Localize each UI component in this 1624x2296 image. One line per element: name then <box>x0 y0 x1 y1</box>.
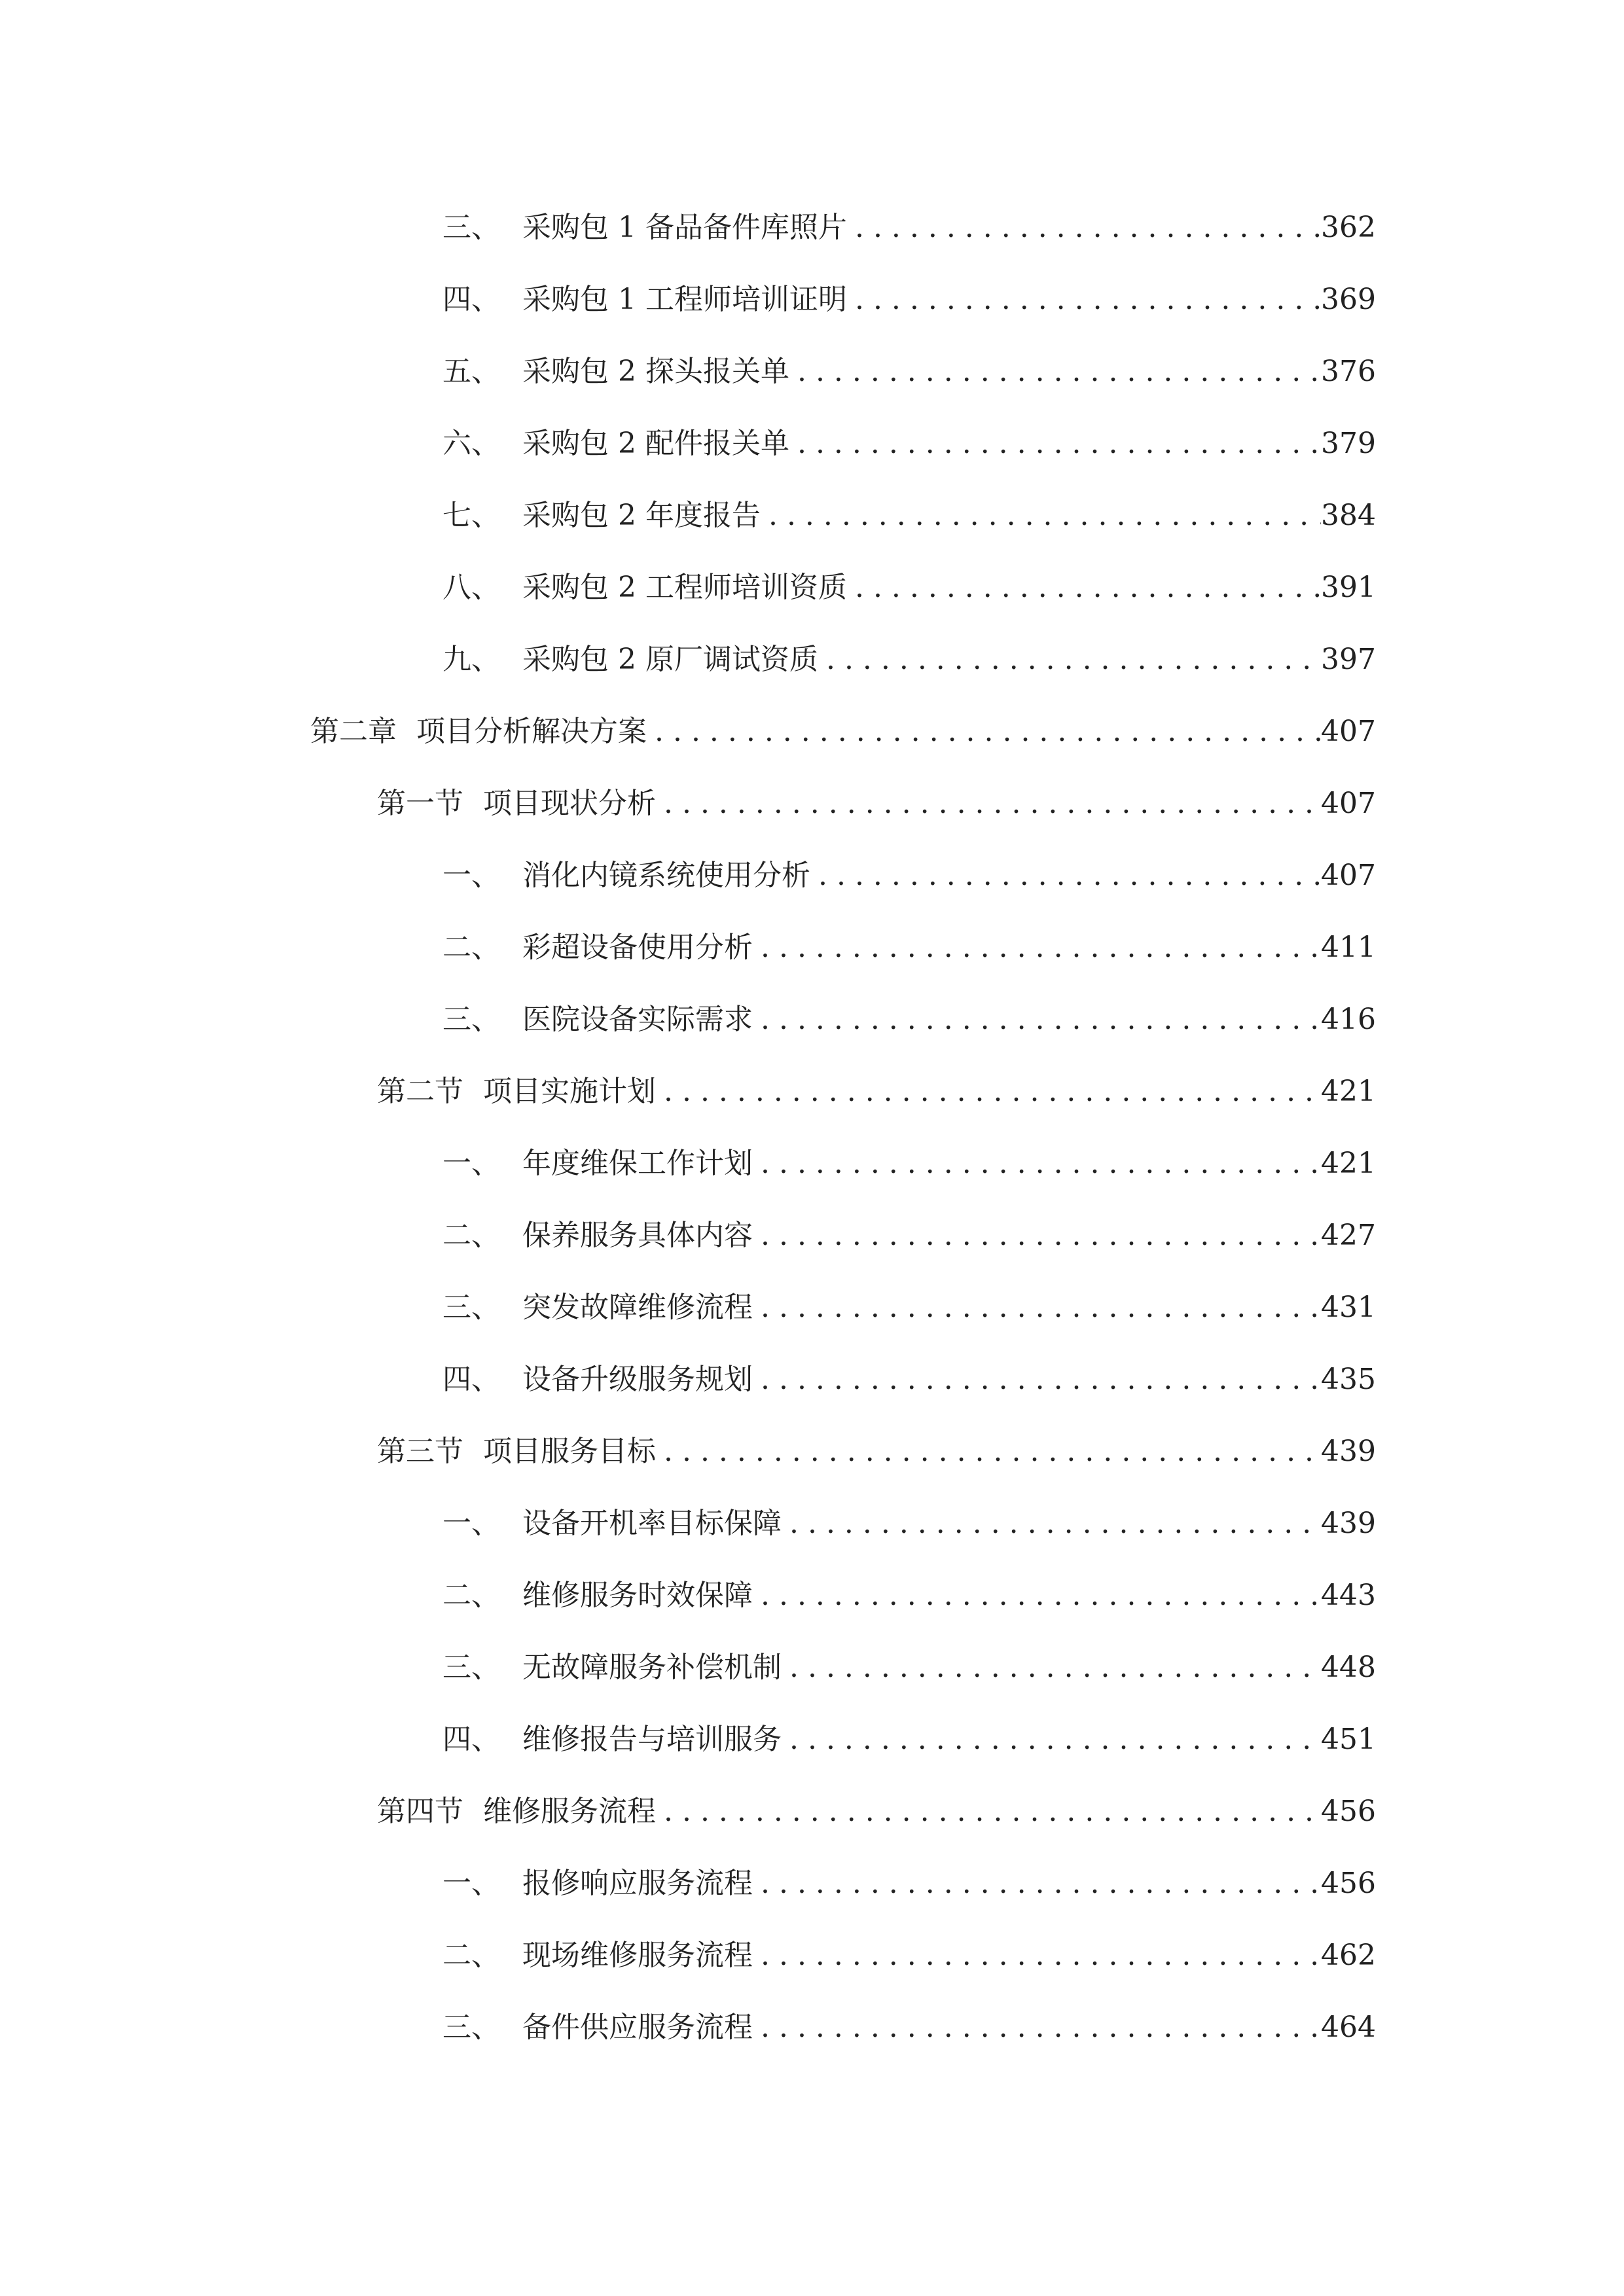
toc-entry-number: 二、 <box>442 1219 500 1252</box>
toc-entry-title: 报修响应服务流程 <box>522 1867 753 1900</box>
toc-leader-dots <box>789 418 1321 470</box>
toc-entry-title: 备件供应服务流程 <box>522 2011 753 2044</box>
toc-leader-dots <box>818 634 1321 686</box>
toc-entry-title: 维修服务时效保障 <box>522 1579 753 1612</box>
toc-entry-number: 六、 <box>442 427 500 460</box>
toc-entry-number: 三、 <box>442 2011 500 2044</box>
toc-entry-page: 416 <box>1321 1003 1376 1036</box>
toc-entry-page: 451 <box>1321 1723 1376 1756</box>
toc-entry[interactable] <box>442 490 1376 542</box>
toc-entry-number: 一、 <box>442 859 500 892</box>
toc-entry[interactable] <box>442 1282 1376 1334</box>
toc-entry-number: 第四节 <box>377 1795 463 1828</box>
toc-entry[interactable] <box>442 274 1376 326</box>
toc-leader-dots <box>647 706 1321 758</box>
toc-entry-number: 九、 <box>442 643 500 676</box>
toc-section-entry[interactable] <box>377 1785 1376 1838</box>
toc-entry-number: 三、 <box>442 1003 500 1036</box>
toc-entry[interactable] <box>442 1713 1376 1766</box>
toc-entry-page: 391 <box>1321 571 1376 604</box>
toc-leader-dots <box>782 1498 1321 1550</box>
toc-entry-number: 三、 <box>442 211 500 244</box>
toc-entry-title: 采购包 1 备品备件库照片 <box>522 211 847 244</box>
toc-entry[interactable] <box>442 634 1376 686</box>
toc-entry-number: 二、 <box>442 1579 500 1612</box>
toc-entry-title: 消化内镜系统使用分析 <box>522 859 810 892</box>
toc-leader-dots <box>789 346 1321 398</box>
toc-entry-page: 464 <box>1321 2011 1376 2044</box>
toc-leader-dots <box>753 1210 1321 1262</box>
toc-leader-dots <box>753 1570 1321 1622</box>
toc-entry-number: 第二章 <box>310 715 397 748</box>
toc-entry-title: 采购包 1 工程师培训证明 <box>522 283 847 316</box>
toc-entry-page: 439 <box>1321 1507 1376 1540</box>
toc-leader-dots <box>753 922 1321 974</box>
toc-entry[interactable] <box>442 1210 1376 1262</box>
toc-entry-page: 448 <box>1321 1651 1376 1684</box>
toc-entry-title: 项目服务目标 <box>483 1435 656 1468</box>
toc-entry-title: 维修报告与培训服务 <box>522 1723 782 1756</box>
toc-leader-dots <box>753 1138 1321 1190</box>
toc-entry-number: 八、 <box>442 571 500 604</box>
toc-leader-dots <box>753 994 1321 1046</box>
toc-entry-number: 二、 <box>442 931 500 964</box>
toc-entry-number: 一、 <box>442 1147 500 1180</box>
toc-entry-title: 项目分析解决方案 <box>416 715 647 748</box>
toc-entry-title: 突发故障维修流程 <box>522 1291 753 1324</box>
toc-entry-page: 439 <box>1321 1435 1376 1468</box>
toc-entry-page: 407 <box>1321 859 1376 892</box>
toc-leader-dots <box>753 2001 1321 2054</box>
toc-entry-page: 376 <box>1321 355 1376 388</box>
toc-entry[interactable] <box>442 562 1376 614</box>
toc-entry-page: 421 <box>1321 1147 1376 1180</box>
toc-leader-dots <box>753 1354 1321 1406</box>
toc-leader-dots <box>810 850 1321 902</box>
toc-entry[interactable] <box>442 202 1376 254</box>
toc-entry-number: 一、 <box>442 1507 500 1540</box>
toc-entry-page: 427 <box>1321 1219 1376 1252</box>
toc-entry-page: 411 <box>1321 931 1376 964</box>
toc-entry-title: 维修服务流程 <box>483 1795 656 1828</box>
toc-entry-page: 384 <box>1321 499 1376 532</box>
toc-entry-title: 设备开机率目标保障 <box>522 1507 782 1540</box>
toc-entry-number: 三、 <box>442 1291 500 1324</box>
toc-entry-title: 项目实施计划 <box>483 1075 656 1108</box>
toc-section-entry[interactable] <box>377 1426 1376 1478</box>
toc-entry-number: 第二节 <box>377 1075 463 1108</box>
toc-entry-page: 362 <box>1321 211 1376 244</box>
toc-entry[interactable] <box>442 1641 1376 1694</box>
toc-leader-dots <box>753 1857 1321 1910</box>
toc-entry-page: 407 <box>1321 715 1376 748</box>
toc-entry-page: 431 <box>1321 1291 1376 1324</box>
toc-entry-number: 四、 <box>442 283 500 316</box>
toc-leader-dots <box>656 778 1321 830</box>
toc-entry-title: 采购包 2 工程师培训资质 <box>522 571 847 604</box>
toc-entry-title: 保养服务具体内容 <box>522 1219 753 1252</box>
toc-entry-page: 369 <box>1321 283 1376 316</box>
toc-entry-page: 421 <box>1321 1075 1376 1108</box>
toc-entry[interactable] <box>442 1929 1376 1982</box>
toc-entry[interactable] <box>442 922 1376 974</box>
toc-entry-title: 设备升级服务规划 <box>522 1363 753 1396</box>
toc-entry-title: 现场维修服务流程 <box>522 1939 753 1972</box>
toc-entry-number: 四、 <box>442 1363 500 1396</box>
toc-entry-title: 采购包 2 探头报关单 <box>522 355 789 388</box>
toc-entry[interactable] <box>442 418 1376 470</box>
toc-entry-page: 379 <box>1321 427 1376 460</box>
toc-leader-dots <box>847 274 1321 326</box>
toc-entry[interactable] <box>442 1570 1376 1622</box>
toc-entry-page: 456 <box>1321 1795 1376 1828</box>
toc-leader-dots <box>656 1426 1321 1478</box>
toc-leader-dots <box>656 1066 1321 1118</box>
toc-entry-page: 456 <box>1321 1867 1376 1900</box>
toc-entry-title: 采购包 2 配件报关单 <box>522 427 789 460</box>
toc-leader-dots <box>656 1785 1321 1838</box>
toc-entry-number: 四、 <box>442 1723 500 1756</box>
toc-leader-dots <box>753 1282 1321 1334</box>
toc-entry[interactable] <box>442 850 1376 902</box>
toc-leader-dots <box>782 1641 1321 1694</box>
toc-entry-title: 无故障服务补偿机制 <box>522 1651 782 1684</box>
toc-entry-title: 项目现状分析 <box>483 787 656 820</box>
toc-entry-number: 七、 <box>442 499 500 532</box>
toc-entry-number: 第一节 <box>377 787 463 820</box>
toc-leader-dots <box>847 562 1321 614</box>
toc-entry-page: 407 <box>1321 787 1376 820</box>
toc-leader-dots <box>847 202 1321 254</box>
toc-entry-page: 435 <box>1321 1363 1376 1396</box>
toc-entry-title: 医院设备实际需求 <box>522 1003 753 1036</box>
toc-entry-number: 三、 <box>442 1651 500 1684</box>
toc-entry-title: 采购包 2 年度报告 <box>522 499 761 532</box>
toc-entry-page: 443 <box>1321 1579 1376 1612</box>
toc-entry[interactable] <box>442 1138 1376 1190</box>
toc-leader-dots <box>753 1929 1321 1982</box>
toc-entry[interactable] <box>442 2001 1376 2054</box>
toc-section-entry[interactable] <box>377 1066 1376 1118</box>
toc-entry[interactable] <box>442 1354 1376 1406</box>
toc-section-entry[interactable] <box>377 778 1376 830</box>
toc-entry[interactable] <box>442 994 1376 1046</box>
toc-entry-number: 第三节 <box>377 1435 463 1468</box>
toc-chapter-entry[interactable] <box>310 706 1376 758</box>
toc-entry-number: 一、 <box>442 1867 500 1900</box>
toc-leader-dots <box>782 1713 1321 1766</box>
toc-entry-number: 二、 <box>442 1939 500 1972</box>
toc-entry-title: 采购包 2 原厂调试资质 <box>522 643 818 676</box>
toc-entry[interactable] <box>442 346 1376 398</box>
toc-entry-title: 彩超设备使用分析 <box>522 931 753 964</box>
toc-entry[interactable] <box>442 1857 1376 1910</box>
toc-entry-number: 五、 <box>442 355 500 388</box>
toc-entry-page: 397 <box>1321 643 1376 676</box>
toc-leader-dots <box>761 490 1321 542</box>
toc-entry[interactable] <box>442 1498 1376 1550</box>
toc-entry-title: 年度维保工作计划 <box>522 1147 753 1180</box>
toc-entry-page: 462 <box>1321 1939 1376 1972</box>
